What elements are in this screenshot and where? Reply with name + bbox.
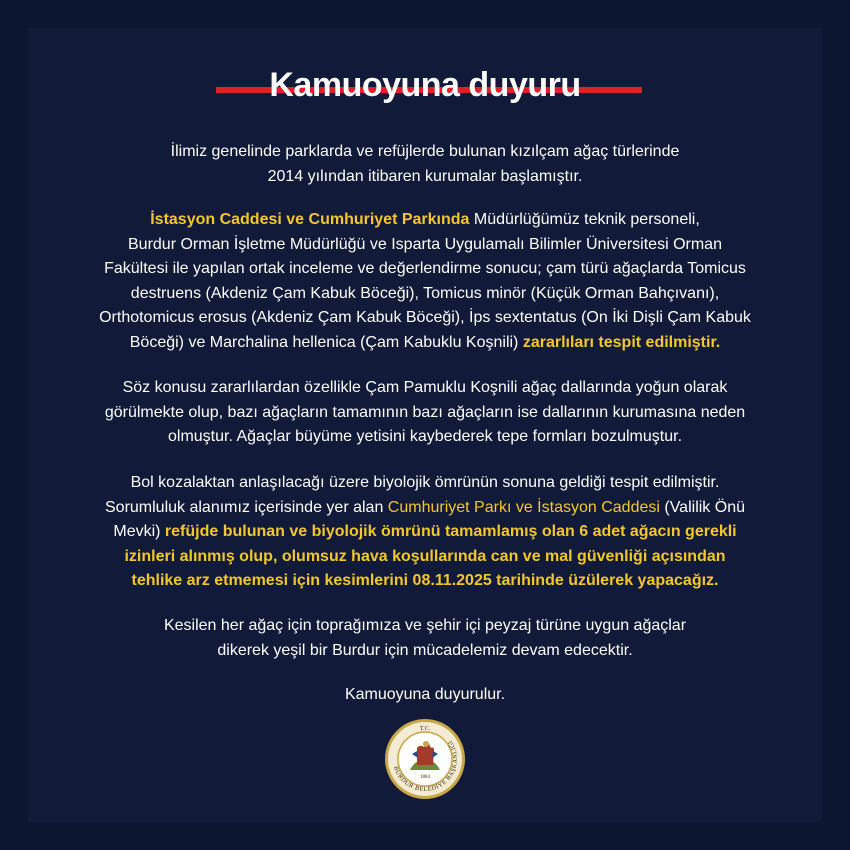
highlight-decision: refüjde bulunan ve biyolojik ömrünü tamamlamış olan 6 adet ağacın gerekli bbox=[164, 523, 737, 540]
text-line: Burdur Orman İşletme Müdürlüğü ve Isparta Uygulamalı Bilimler Üniversitesi Orman bbox=[128, 235, 722, 253]
text-line: Bol kozalaktan anlaşılacağı üzere biyolojik ömrünün sonuna geldiği tespit edilmiştir. bbox=[130, 474, 720, 491]
text-span: Böceği) ve Marchalina hellenica (Çam Kabuklu Koşnili) bbox=[129, 333, 523, 351]
text-line bbox=[60, 331, 790, 356]
paragraph-replanting bbox=[60, 614, 790, 663]
text-line: İlimiz genelinde parklarda ve refüjlerde bulunan kızılçam ağaç türlerinde bbox=[170, 143, 680, 160]
text-line: Söz konusu zararlılardan özellikle Çam Pamuklu Koşnili ağaç dallarında yoğun olarak bbox=[122, 379, 728, 396]
title-area bbox=[0, 62, 850, 112]
page-title: Kamuoyuna duyuru bbox=[269, 66, 581, 104]
text-line bbox=[60, 496, 790, 521]
text-line: görülmekte olup, bazı ağaçların tamamının bazı ağaçların ise dallarının kurumasına neden bbox=[104, 403, 746, 421]
text-line: izinleri alınmış olup, olumsuz hava koşullarında can ve mal güvenliği açısından bbox=[124, 547, 726, 565]
highlight-location: Cumhuriyet Parkı ve İstasyon Caddesi bbox=[387, 498, 660, 516]
paragraph-intro bbox=[60, 140, 790, 189]
text-span: Sorumluluk alanımız içerisinde yer alan bbox=[105, 498, 388, 516]
paragraph-cutting bbox=[60, 471, 790, 594]
text-span: Mevki) bbox=[113, 523, 165, 540]
text-line: Kamuoyuna duyurulur. bbox=[344, 686, 506, 703]
text-line: destruens (Akdeniz Çam Kabuk Böceği), Tomicus minör (Küçük Orman Bahçıvanı), bbox=[130, 284, 720, 302]
text-line: Orthotomicus erosus (Akdeniz Çam Kabuk Böceği), İps sextentatus (On İki Dişli Çam Kabuk bbox=[99, 309, 751, 326]
closing-line bbox=[60, 683, 790, 708]
text-line: dikerek yeşil bir Burdur için mücadelemiz devam edecektir. bbox=[217, 641, 633, 659]
paragraph-damage bbox=[60, 376, 790, 450]
text-line: tehlike arz etmemesi için kesimlerini 08.11.2025 tarihinde üzülerek yapacağız. bbox=[131, 572, 719, 589]
text-line: 2014 yılından itibaren kurumalar başlamıştır. bbox=[267, 167, 583, 185]
text-span: (Valilik Önü bbox=[659, 498, 745, 516]
paragraph-findings bbox=[60, 208, 790, 355]
highlight-location: İstasyon Caddesi ve Cumhuriyet Parkında bbox=[150, 211, 470, 228]
highlight-pests: zararlıları tespit edilmiştir. bbox=[522, 333, 721, 351]
municipality-seal-icon bbox=[384, 718, 466, 800]
text-span: Müdürlüğümüz teknik personeli, bbox=[469, 211, 700, 228]
text-line bbox=[60, 520, 790, 545]
seal-top-text: T.C. bbox=[419, 726, 431, 732]
text-line: Kesilen her ağaç için toprağımıza ve şehir içi peyzaj türüne uygun ağaçlar bbox=[163, 617, 687, 634]
seal-year: 1884 bbox=[420, 775, 430, 780]
text-line: olmuştur. Ağaçlar büyüme yetisini kaybederek tepe formları bozulmuştur. bbox=[167, 428, 683, 445]
text-line: Fakültesi ile yapılan ortak inceleme ve değerlendirme sonucu; çam türü ağaçlarda Tomicus bbox=[104, 260, 746, 277]
text-line bbox=[60, 208, 790, 233]
seal-ring-text: BURDUR BELEDİYE BAŞKANLIĞI bbox=[392, 738, 460, 794]
